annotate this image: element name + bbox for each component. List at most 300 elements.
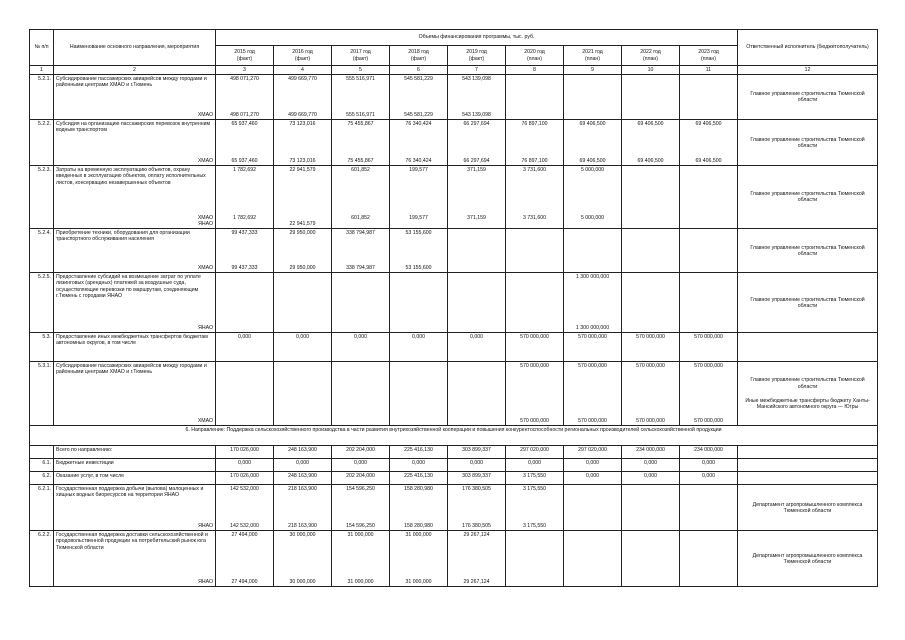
executor-cell [738,531,878,587]
value-sub [564,112,621,118]
value-total: 499 669,770 [288,76,317,83]
value-total: 570 000,000 [636,363,665,370]
value-total: 3 175,550 [522,486,547,493]
row-name [54,333,216,362]
value-sub [506,221,563,227]
value-cell [622,362,680,426]
column-index: 6 [390,66,448,75]
value-cell [448,531,506,587]
column-index: 4 [274,66,332,75]
table-row [30,273,878,333]
value-cell: 0,000 [680,472,738,485]
value-cell: 225 416,130 [390,446,448,459]
value-cell [622,229,680,273]
value-total: 53 155,600 [405,230,432,237]
row-number: 6.2.1. [30,485,54,531]
value-cell [506,273,564,333]
value-total [276,274,329,280]
value-total [566,76,619,82]
year-header [216,46,274,66]
table-row [30,120,878,166]
okrug-label: ЯНАО [198,221,213,227]
value-cell [680,485,738,531]
value-total: 69 406,500 [637,121,664,128]
value-cell [216,229,274,273]
value-total: 0,000 [470,334,483,341]
value-sub [274,418,331,424]
value-total: 31 000,000 [405,532,432,539]
value-total [624,532,677,538]
value-total [682,486,735,492]
value-sub [390,221,447,227]
value-sub: 69 406,500 [695,158,722,165]
table-row [30,75,878,120]
row-name [54,485,216,531]
table-row [30,362,878,426]
value-sub: 29 267,124 [463,579,490,586]
column-index: 9 [564,66,622,75]
executor-name: Главное управление строительства Тюменской области [750,136,865,149]
value-total [624,274,677,280]
value-cell [448,75,506,120]
table-row [30,229,878,273]
value-sub: 555 516,971 [346,112,375,119]
row-name [54,120,216,166]
value-cell [448,273,506,333]
value-cell [332,333,390,362]
value-cell [564,485,622,531]
value-sub: 22 941,579 [289,221,316,228]
column-index: 2 [54,66,216,75]
value-sub: 53 155,600 [405,265,432,272]
value-cell [390,120,448,166]
value-cell [448,120,506,166]
value-cell [216,166,274,229]
value-cell: 0,000 [680,459,738,472]
value-total: 73 123,016 [289,121,316,128]
okrug-label: ЯНАО [198,579,213,585]
value-total [450,363,503,369]
value-cell [622,531,680,587]
executor-name: Главное управление строительства Тюменской области [750,191,865,204]
table-row [30,531,878,587]
okrug-label: ХМАО [197,418,213,424]
value-cell: 0,000 [216,459,274,472]
value-cell [622,333,680,362]
value-cell: 303 899,337 [448,472,506,485]
value-sub [622,579,679,585]
value-sub: 5 000,000 [580,214,605,221]
value-cell [390,362,448,426]
value-cell [506,485,564,531]
value-sub: 76 340,424 [405,158,432,165]
value-total: 76 897,100 [521,121,548,128]
year-type: (факт) [352,55,369,62]
total-row [30,446,878,459]
value-sub [564,221,621,227]
value-cell [216,273,274,333]
okrug-label: ХМАО [197,214,213,221]
value-total [624,76,677,82]
value-cell [506,362,564,426]
value-total: 154 596,250 [346,486,375,493]
value-sub: 69 406,500 [637,158,664,165]
value-sub: 570 000,000 [520,418,549,425]
column-index: 5 [332,66,390,75]
value-cell [216,333,274,362]
value-cell [216,531,274,587]
value-cell [216,120,274,166]
value-total: 498 071,270 [230,76,259,83]
value-cell [564,229,622,273]
value-sub: 601,852 [351,214,370,221]
value-cell [274,75,332,120]
row-name: Оказание услуг, в том числе [54,472,216,485]
year-header [564,46,622,66]
row-number: 5.2.1. [30,75,54,120]
row-number [30,446,54,459]
value-cell [274,485,332,531]
row-title: Предоставление субсидий на возмещение затрат по уплате лизинговых (арендных) платежей за воздушные суда, осуществляющие перевозки по маршрутам, соединяющим г.Тюмень с городами ЯНАО [56,274,201,299]
value-sub [332,418,389,424]
value-cell [216,75,274,120]
column-index: 10 [622,66,680,75]
value-total [682,532,735,538]
value-cell [564,166,622,229]
value-sub: 31 000,000 [347,579,374,586]
section-6-title: 6. Направление: Поддержка сельскохозяйственного производства в части развития внутрихозяйственной кооперации и повышения конкурентоспособности региональных производителей сельскохозяйственной продукции [30,426,878,446]
year-label: 2016 год [292,49,313,56]
value-sub [680,221,737,227]
column-index: 7 [448,66,506,75]
value-sub: 27 494,000 [231,579,258,586]
value-cell [390,531,448,587]
value-cell: 0,000 [390,459,448,472]
value-cell: 0,000 [274,459,332,472]
row-title: Приобретение техники, оборудования для организации транспортного обслуживания населения [56,230,190,243]
table-row [30,485,878,531]
value-cell [448,333,506,362]
executor-name: Департамент агропромышленного комплекса Тюменской области [752,552,863,565]
value-cell [680,333,738,362]
value-cell [506,75,564,120]
value-sub [448,418,505,424]
value-cell: 297 020,000 [506,446,564,459]
value-total [682,274,735,280]
value-total [218,274,271,280]
executor-name: Главное управление строительства Тюменской области [750,244,865,257]
value-total: 5 000,000 [580,167,605,174]
value-sub: 99 437,333 [231,265,258,272]
value-total: 142 532,000 [230,486,259,493]
executor-cell [738,273,878,333]
value-sub [332,221,389,227]
value-sub: 499 669,770 [288,112,317,119]
row-number: 5.2.5. [30,273,54,333]
year-type: (факт) [410,55,427,62]
year-label: 2015 год [234,49,255,56]
value-sub: 543 139,098 [462,112,491,119]
value-cell [390,333,448,362]
year-header [332,46,390,66]
value-sub: 3 175,550 [522,523,547,530]
row-name [54,229,216,273]
row-title: Субсидирование пассажирских авиарейсов между городами и районными центрами ХМАО и г.Тюмень [56,363,207,376]
year-label: 2018 год [408,49,429,56]
value-total [682,230,735,236]
year-label: 2022 год [640,49,661,56]
executor-cell [738,362,878,426]
value-total: 570 000,000 [578,363,607,370]
row-number: 6.2. [30,472,54,485]
value-total: 218 163,900 [288,486,317,493]
value-total: 99 437,333 [231,230,258,237]
year-header [506,46,564,66]
value-total: 338 794,987 [346,230,375,237]
value-total: 1 300 000,000 [575,274,610,281]
value-total [276,363,329,369]
value-total: 69 406,500 [579,121,606,128]
value-sub: 65 937,460 [231,158,258,165]
year-label: 2017 год [350,49,371,56]
value-cell: 202 204,000 [332,472,390,485]
value-sub [506,325,563,331]
value-cell [622,273,680,333]
value-cell [506,531,564,587]
value-cell: 234 000,000 [680,446,738,459]
row-name [54,273,216,333]
value-cell [622,166,680,229]
value-cell [332,362,390,426]
table-row [30,166,878,229]
value-cell [390,485,448,531]
executor-cell [738,333,878,362]
value-cell [332,75,390,120]
executor-cell [738,166,878,229]
value-total: 0,000 [296,334,309,341]
value-cell [274,531,332,587]
value-cell [564,333,622,362]
value-cell [622,485,680,531]
financing-table [29,29,878,587]
value-sub [564,523,621,529]
executor-cell [738,485,878,531]
row-title: Государственная поддержка доставки сельскохозяйственной и продовольственной продукции на потребительский рынок юга Тюменской области [56,532,208,551]
row-title: Государственная поддержка добычи (вылова) малоценных и хищных водных биоресурсов на территории ЯНАО [56,486,204,499]
section-6-row [30,426,878,446]
table-body [30,75,878,587]
value-sub: 76 897,100 [521,158,548,165]
value-total [334,363,387,369]
value-cell: 0,000 [448,459,506,472]
value-total: 3 731,600 [522,167,547,174]
value-sub [216,221,273,227]
value-total [624,167,677,173]
value-cell [564,273,622,333]
value-cell [274,166,332,229]
value-cell [274,362,332,426]
value-sub: 498 071,270 [230,112,259,119]
col-exec-header: Ответственный исполнитель (бюджетополучатель) [738,30,878,66]
executor-name: Департамент агропромышленного комплекса Тюменской области [752,501,863,514]
row-name [54,75,216,120]
value-total: 570 000,000 [694,363,723,370]
value-total: 570 000,000 [694,334,723,341]
value-total [508,532,561,538]
col-no-header: № п/п [30,30,54,66]
value-sub: 154 596,250 [346,523,375,530]
value-total: 1 782,692 [232,167,257,174]
value-sub: 73 123,016 [289,158,316,165]
executor-cell [738,229,878,273]
value-sub [564,265,621,271]
value-sub: 66 297,694 [463,158,490,165]
year-label: 2021 год [582,49,603,56]
value-total: 65 937,460 [231,121,258,128]
value-total: 570 000,000 [520,363,549,370]
value-total: 601,852 [351,167,370,174]
volume-title: Объемы финансирования программы, тыс. руб. [216,30,738,46]
value-sub: 570 000,000 [636,418,665,425]
value-sub: 75 455,867 [347,158,374,165]
executor-cell [738,446,878,459]
value-total [218,363,271,369]
executor-cell [738,459,878,472]
value-total [682,76,735,82]
row-title: Субсидирование пассажирских авиарейсов между городами и районными центрами ХМАО и г.Тюмень [56,76,207,89]
year-header [448,46,506,66]
executor-note: Иные межбюджетные трансферты бюджету Ханты-Мансийского автономного округа — Югры [745,397,870,410]
value-sub [622,325,679,331]
value-cell [390,273,448,333]
value-sub: 29 950,000 [289,265,316,272]
value-cell [564,120,622,166]
row-number: 5.3.1. [30,362,54,426]
value-sub [506,265,563,271]
value-cell [390,166,448,229]
value-cell: 0,000 [332,459,390,472]
value-cell: 3 175,550 [506,472,564,485]
value-sub [564,579,621,585]
okrug-label: ХМАО [197,112,213,118]
value-total [682,167,735,173]
row-number: 6.1. [30,459,54,472]
value-total: 27 494,000 [231,532,258,539]
value-total: 29 267,124 [463,532,490,539]
value-sub [680,265,737,271]
total-row [30,472,878,485]
value-total [508,230,561,236]
value-total [566,230,619,236]
value-total [392,274,445,280]
column-index: 12 [738,66,878,75]
value-cell [332,485,390,531]
year-type: (факт) [294,55,311,62]
value-cell [680,229,738,273]
year-label: 2019 год [466,49,487,56]
value-cell [680,273,738,333]
value-total: 176 380,505 [462,486,491,493]
value-sub [216,325,273,331]
value-cell: 297 020,000 [564,446,622,459]
row-name [54,362,216,426]
value-sub [622,523,679,529]
value-total [450,230,503,236]
value-cell [506,229,564,273]
value-sub [622,265,679,271]
value-cell: 202 204,000 [332,446,390,459]
table-header [30,30,878,75]
value-cell: 0,000 [564,472,622,485]
value-sub: 69 406,500 [579,158,606,165]
value-sub: 218 163,900 [288,523,317,530]
executor-name: Главное управление строительства Тюменской области [750,377,865,390]
value-sub [622,221,679,227]
value-total: 22 941,579 [289,167,316,174]
value-total [624,230,677,236]
value-total: 570 000,000 [520,334,549,341]
value-total: 69 406,500 [695,121,722,128]
value-cell [680,166,738,229]
value-sub: 31 000,000 [405,579,432,586]
value-total [566,532,619,538]
value-sub: 570 000,000 [578,418,607,425]
value-cell [680,362,738,426]
value-cell [448,485,506,531]
value-cell: 0,000 [564,459,622,472]
value-sub: 338 794,987 [346,265,375,272]
value-cell: 170 026,000 [216,472,274,485]
year-type: (план) [526,55,543,62]
value-sub [448,325,505,331]
value-cell [390,229,448,273]
total-row [30,459,878,472]
year-type: (план) [584,55,601,62]
value-sub [390,325,447,331]
executor-cell [738,75,878,120]
value-total [450,274,503,280]
year-type: (план) [700,55,717,62]
row-number: 5.2.2. [30,120,54,166]
value-cell [390,75,448,120]
value-total: 543 139,098 [462,76,491,83]
value-cell [274,120,332,166]
value-sub: 199,577 [409,214,428,221]
value-total: 29 950,000 [289,230,316,237]
executor-name: Главное управление строительства Тюменской области [750,91,865,104]
column-index: 11 [680,66,738,75]
value-sub [448,265,505,271]
value-sub [680,523,737,529]
value-cell [332,273,390,333]
value-cell [506,120,564,166]
row-name: Бюджетные инвестиции [54,459,216,472]
row-number: 5.2.4. [30,229,54,273]
value-sub: 545 581,229 [404,112,433,119]
year-type: (план) [642,55,659,62]
value-total: 31 000,000 [347,532,374,539]
value-cell [216,362,274,426]
value-sub [680,579,737,585]
row-title: Субсидия на организацию пассажирских перевозок внутренним водным транспортом [56,121,211,134]
value-sub [448,221,505,227]
year-header [622,46,680,66]
value-cell [448,229,506,273]
value-cell: 0,000 [622,472,680,485]
row-name [54,166,216,229]
value-total: 158 280,980 [404,486,433,493]
value-total: 0,000 [238,334,251,341]
